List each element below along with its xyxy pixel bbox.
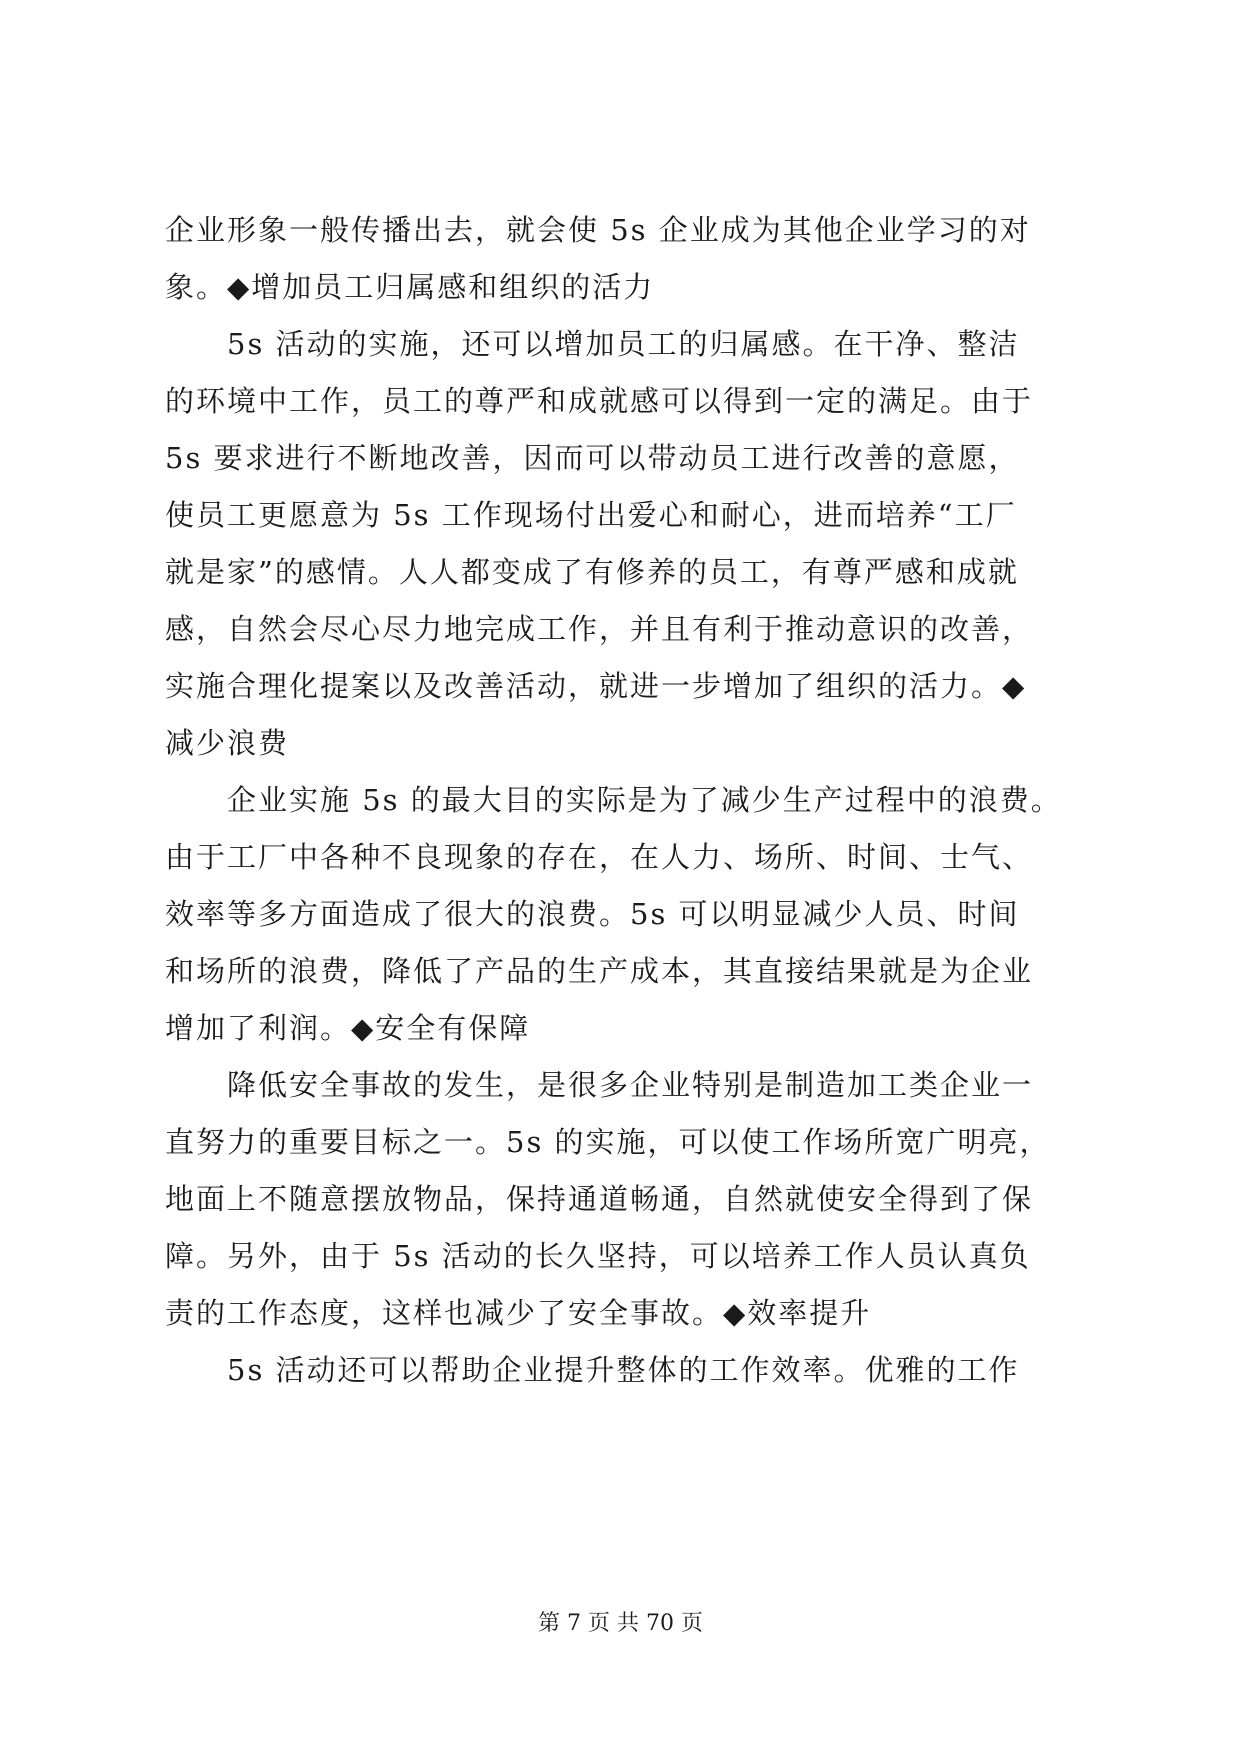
text-line: 的环境中工作，员工的尊严和成就感可以得到一定的满足。由于 [165,384,1034,418]
text-line: 和场所的浪费，降低了产品的生产成本，其直接结果就是为企业 [165,954,1034,988]
text-line: 5s 活动还可以帮助企业提升整体的工作效率。优雅的工作 [165,1353,1020,1387]
text-line: 直努力的重要目标之一。5s 的实施，可以使工作场所宽广明亮， [165,1125,1051,1159]
text-line: 增加了利润。◆安全有保障 [165,1011,531,1045]
text-line: 感，自然会尽心尽力地完成工作，并且有利于推动意识的改善， [165,612,1034,646]
text-line: 使员工更愿意为 5s 工作现场付出爱心和耐心，进而培养“工厂 [165,498,1017,532]
text-line: 障。另外，由于 5s 活动的长久坚持，可以培养工作人员认真负 [165,1239,1031,1273]
text-line: 实施合理化提案以及改善活动，就进一步增加了组织的活力。◆ [165,669,1027,703]
text-line: 企业实施 5s 的最大目的实际是为了减少生产过程中的浪费。 [165,783,1062,817]
text-line: 企业形象一般传播出去，就会使 5s 企业成为其他企业学习的对 [165,213,1031,247]
text-line: 5s 活动的实施，还可以增加员工的归属感。在干净、整洁 [165,327,1020,361]
text-line: 减少浪费 [165,726,290,760]
text-line: 就是家”的感情。人人都变成了有修养的员工，有尊严感和成就 [165,555,1019,589]
text-line: 象。◆增加员工归属感和组织的活力 [165,270,655,304]
text-line: 效率等多方面造成了很大的浪费。5s 可以明显减少人员、时间 [165,897,1020,931]
text-line: 5s 要求进行不断地改善，因而可以带动员工进行改善的意愿， [165,441,1020,475]
text-line: 地面上不随意摆放物品，保持通道畅通，自然就使安全得到了保 [165,1182,1034,1216]
text-line: 降低安全事故的发生，是很多企业特别是制造加工类企业一 [165,1068,1034,1102]
page-number: 第 7 页 共 70 页 [538,1611,703,1636]
text-line: 责的工作态度，这样也减少了安全事故。◆效率提升 [165,1296,872,1330]
text-line: 由于工厂中各种不良现象的存在，在人力、场所、时间、士气、 [165,840,1034,874]
